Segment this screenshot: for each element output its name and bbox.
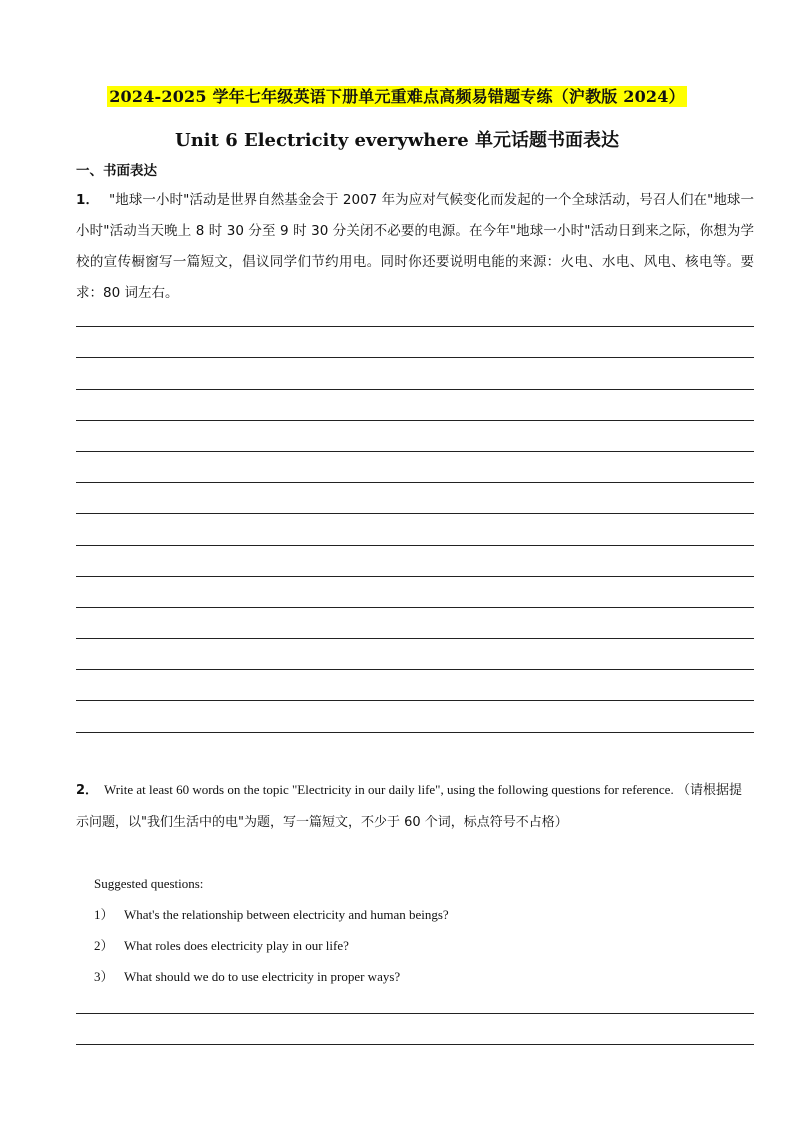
suggested-question-text: What's the relationship between electricity and human beings? — [124, 907, 449, 922]
answer-line[interactable] — [76, 639, 754, 670]
answer-line[interactable] — [76, 514, 754, 545]
suggested-question-index: 2） — [94, 938, 114, 953]
answer-line[interactable] — [76, 483, 754, 514]
question-2-number: 2． — [76, 783, 99, 798]
suggested-questions — [94, 868, 449, 992]
answer-line[interactable] — [76, 390, 754, 421]
suggested-question-text: What roles does electricity play in our life? — [124, 938, 349, 953]
question-1 — [76, 185, 754, 309]
suggested-question-index: 1） — [94, 907, 114, 922]
answer-line[interactable] — [76, 608, 754, 639]
answer-line[interactable] — [76, 452, 754, 483]
section-heading: 一、书面表达 — [76, 163, 157, 179]
answer-line[interactable] — [76, 296, 754, 327]
question-2-text-en: Write at least 60 words on the topic "Electricity in our daily life", using the following questions for reference. — [104, 782, 674, 797]
suggested-questions-label: Suggested questions: — [94, 876, 204, 891]
suggested-question-index: 3） — [94, 969, 114, 984]
question-2 — [76, 774, 754, 838]
answer-line[interactable] — [76, 983, 754, 1014]
question-1-number: 1． — [76, 192, 100, 208]
answer-line[interactable] — [76, 1014, 754, 1045]
suggested-question — [94, 930, 449, 961]
unit-title: Unit 6 Electricity everywhere 单元话题书面表达 — [175, 130, 619, 151]
document-title-text: 2024-2025 学年七年级英语下册单元重难点高频易错题专练（沪教版 2024） — [109, 87, 685, 106]
answer-line[interactable] — [76, 327, 754, 358]
answer-line[interactable] — [76, 546, 754, 577]
answer-line[interactable] — [76, 577, 754, 608]
question-1-text: "地球一小时"活动是世界自然基金会于 2007 年为应对气候变化而发起的一个全球活动，号召人们在"地球一小时"活动当天晚上 8 时 30 分至 9 时 30 分关闭不必要的电源。在今年"地球一小时"活动日到来之际，你想为学 校的宣传橱窗写一篇短文，倡议同学们节约用电。同时你还要说明电能的来源：火电、水电、风电、核电等。要求：80 词左右。 — [76, 192, 754, 301]
suggested-question-text: What should we do to use electricity in proper ways? — [124, 969, 401, 984]
question-2-text-cn: （请根据提示问题，以"我们生活中的电"为题，写一篇短文，不少于 60 个词，标点符号不占格） — [76, 783, 742, 830]
answer-lines-1[interactable] — [76, 296, 754, 733]
answer-line[interactable] — [76, 701, 754, 732]
answer-line[interactable] — [76, 358, 754, 389]
document-title — [0, 84, 794, 107]
suggested-question — [94, 899, 449, 930]
answer-lines-2[interactable] — [76, 983, 754, 1045]
answer-line[interactable] — [76, 670, 754, 701]
answer-line[interactable] — [76, 421, 754, 452]
